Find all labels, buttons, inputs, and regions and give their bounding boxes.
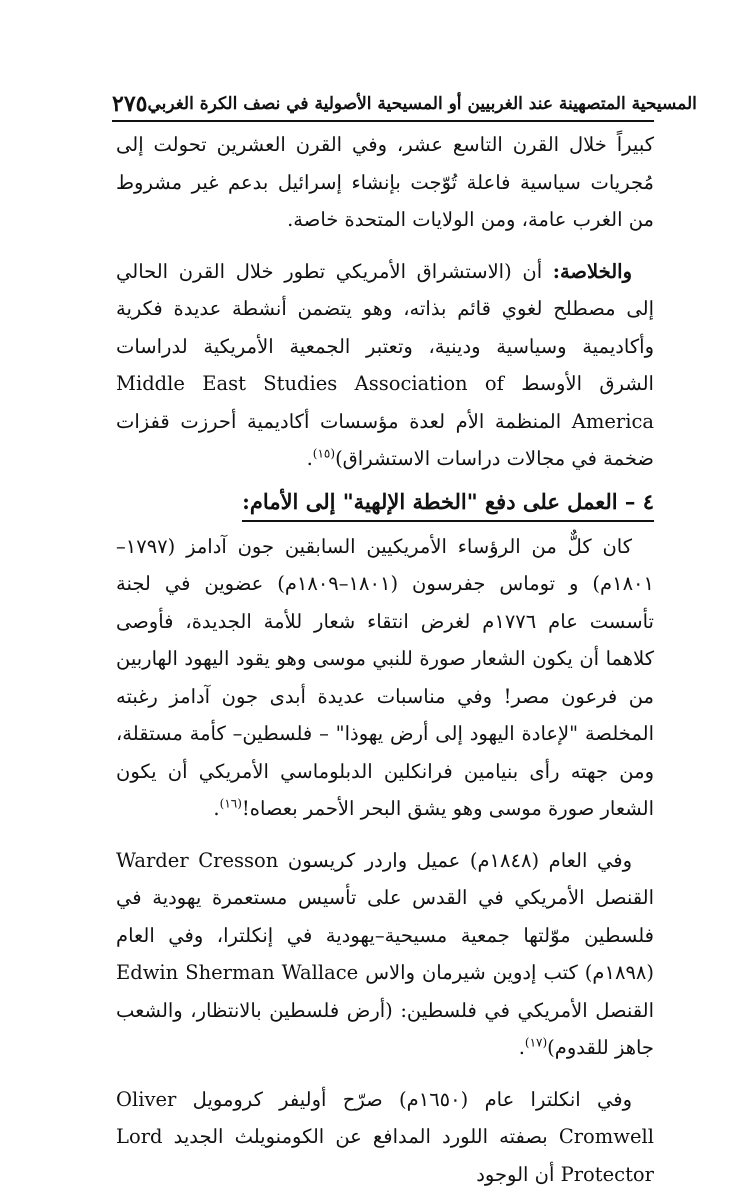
paragraph-text: القنصل الأمريكي في فلسطين: (أرض فلسطين بالانتظار، والشعب جاهز للقدوم) [116, 999, 654, 1060]
english-name: Edwin Sherman Wallace [116, 961, 358, 984]
running-header [112, 78, 654, 120]
english-name: Warder Cresson [116, 849, 278, 872]
paragraph-text: القنصل الأمريكي في القدس على تأسيس مستعمرة يهودية في فلسطين موّلتها جمعية مسيحية–يهودية في إنكلترا، وفي العام (١٨٩٨م) كتب إدوين شيرمان والاس [116, 886, 654, 984]
english-term: Middle East Studies Association of America [116, 372, 654, 433]
paragraph-text: وفي العام (١٨٤٨م) عميل واردر كريسون [278, 849, 632, 872]
body-text [116, 126, 654, 1193]
paragraph-gap [116, 828, 654, 842]
paragraph-lead-word: والخلاصة: [553, 260, 632, 283]
paragraph-text: المنظمة الأم لعدة مؤسسات أكاديمية أحرزت قفزات ضخمة في مجالات دراسات الاستشراق) [116, 410, 654, 471]
footnote-marker: (١٧) [525, 1036, 547, 1050]
paragraph-cromwell [116, 1081, 654, 1193]
paragraph-end: . [213, 797, 219, 820]
paragraph-gap [116, 1067, 654, 1081]
footnote-marker: (١٦) [220, 797, 242, 811]
page-number: ٢٧٥ [112, 88, 147, 120]
paragraph-gap [116, 239, 654, 253]
paragraph-consuls [116, 842, 654, 1067]
paragraph-end: . [307, 447, 313, 470]
footnote-marker: (١٥) [313, 447, 335, 461]
english-term: Lord Protector [116, 1125, 654, 1186]
english-name: Oliver Cromwell [116, 1088, 654, 1149]
paragraph-text: كان كلٌّ من الرؤساء الأمريكيين السابقين جون آدامز (١٧٩٧–١٨٠١م) و توماس جفرسون (١٨٠١–١٨٠٩م) عضوين في لجنة تأسست عام ١٧٧٦م لغرض انتقاء شعار للأمة الجديدة، فأوصى كلاهما أن يكون الشعار صورة للنبي موسى وهو يقود اليهود الهاربين من فرعون مصر! وفي مناسبات عديدة أبدى جون آدامز رغبته المخلصة "لإعادة اليهود إلى أرض يهوذا" – فلسطين– كأمة مستقلة، ومن جهته رأى بنيامين فرانكلين الدبلوماسي الأمريكي أن يكون الشعار صورة موسى وهو يشق البحر الأحمر بعصاه! [116, 535, 654, 821]
paragraph-text: وفي انكلترا عام (١٦٥٠م) صرّح أوليفر كرومويل [176, 1088, 632, 1111]
section-heading: ٤ – العمل على دفع "الخطة الإلهية" إلى الأمام: [242, 484, 654, 522]
running-title: المسيحية المتصهينة عند الغربيين أو المسيحية الأصولية في نصف الكرة الغربي [147, 88, 696, 120]
paragraph-presidents [116, 528, 654, 828]
paragraph-continuation: كبيراً خلال القرن التاسع عشر، وفي القرن العشرين تحولت إلى مُجريات سياسية فاعلة تُوّجت بإنشاء إسرائيل بدعم غير مشروط من الغرب عامة، ومن الولايات المتحدة خاصة. [116, 126, 654, 239]
paragraph-text: أن الوجود [476, 1163, 560, 1186]
paragraph-text: أن (الاستشراق الأمريكي تطور خلال القرن الحالي إلى مصطلح لغوي قائم بذاته، وهو يتضمن أنشطة عديدة فكرية وأكاديمية وسياسية ودينية، وتعتبر الجمعية الأمريكية لدراسات الشرق الأوسط [116, 260, 654, 396]
paragraph-conclusion [116, 253, 654, 478]
header-rule [112, 120, 654, 122]
paragraph-text: بصفته اللورد المدافع عن الكومنويلث الجديد [163, 1125, 559, 1148]
paragraph-end: . [519, 1036, 525, 1059]
